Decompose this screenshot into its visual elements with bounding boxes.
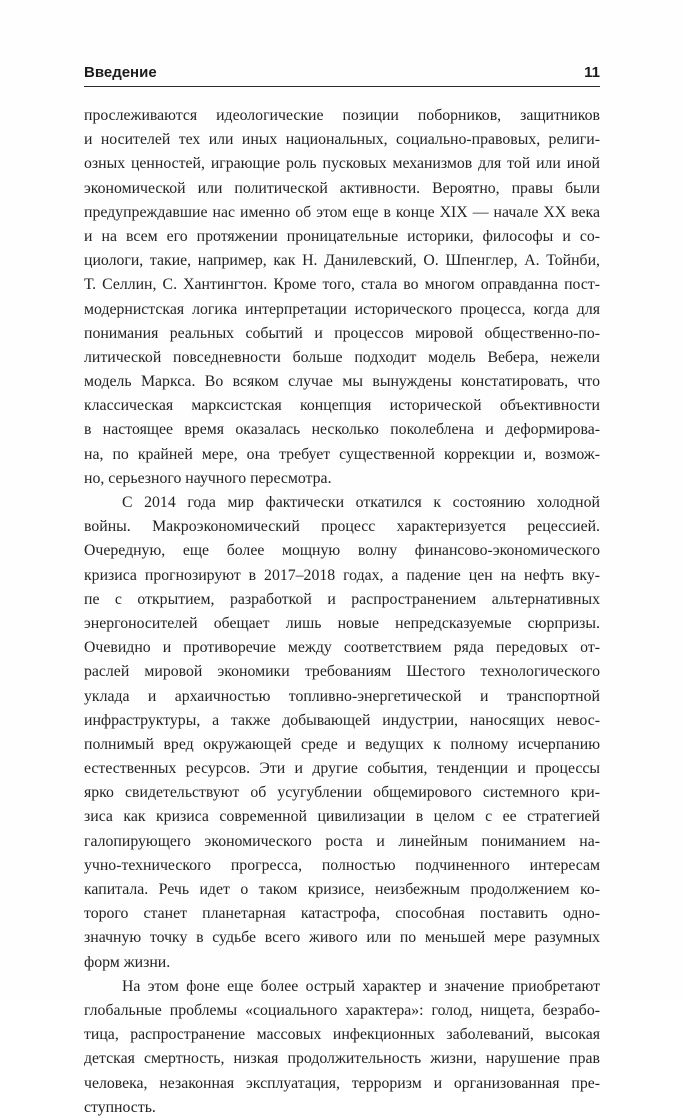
text-line: значную точку в судьбе всего живого или по меньшей мере разумных <box>84 929 600 947</box>
text-line: Очередную, еще более мощную волну финансово-экономического <box>84 542 600 560</box>
text-line: уклада и архаичностью топливно-энергетической и транспортной <box>84 687 600 705</box>
text-line: ступность. <box>84 1098 156 1116</box>
text-line: войны. Макроэкономический процесс характеризуется рецессией. <box>84 518 600 536</box>
text-line: литической повседневности больше подходит модель Вебера, нежели <box>84 348 600 366</box>
text-line: энергоносителей обещает лишь новые непредсказуемые сюрпризы. <box>84 614 600 632</box>
paragraph-first-line: С 2014 года мир фактически откатился к состоянию холодной <box>122 494 600 511</box>
text-line: кризиса прогнозируют в 2017–2018 годах, а падение цен на нефть вку- <box>84 566 600 584</box>
text-line: инфраструктуры, а также добывающей индустрии, наносящих невос- <box>84 711 600 729</box>
text-line: озных ценностей, играющие роль пусковых механизмов для той или иной <box>84 155 600 173</box>
text-line: детская смертность, низкая продолжительность жизни, нарушение прав <box>84 1050 600 1068</box>
text-line: полнимый вред окружающей среде и ведущих к полному исчерпанию <box>84 735 600 753</box>
text-line: Очевидно и противоречие между соответствием ряда передовых от- <box>84 639 600 657</box>
text-line: ярко свидетельствуют об усугублении общемирового системного кри- <box>84 784 600 802</box>
text-line: экономической или политической активности. Вероятно, правы были <box>84 179 600 197</box>
text-line: учно-технического прогресса, полностью подчиненного интересам <box>84 856 600 874</box>
body-text <box>84 104 600 1120</box>
text-line: но, серьезного научного пересмотра. <box>84 469 332 487</box>
page-number: 11 <box>584 64 600 81</box>
text-line: форм жизни. <box>84 953 171 971</box>
text-line: в настоящее время оказалась несколько поколеблена и деформирова- <box>84 421 600 439</box>
text-line: модель Маркса. Во всяком случае мы вынуждены констатировать, что <box>84 373 600 391</box>
text-line: классическая марксистская концепция исторической объективности <box>84 397 600 415</box>
running-header <box>84 64 600 86</box>
text-line: пе с открытием, разработкой и распространением альтернативных <box>84 590 600 608</box>
text-line: и носителей тех или иных национальных, социально-правовых, религи- <box>84 131 600 149</box>
text-line: тица, распространение массовых инфекционных заболеваний, высокая <box>84 1026 600 1044</box>
text-line: и на всем его протяжении проницательные историки, философы и со- <box>84 227 600 245</box>
text-line: циологи, такие, например, как Н. Данилевский, О. Шпенглер, А. Тойнби, <box>84 252 600 270</box>
header-rule <box>84 86 600 87</box>
text-line: прослеживаются идеологические позиции поборников, защитников <box>84 107 600 124</box>
text-line: человека, незаконная эксплуатация, терроризм и организованная пре- <box>84 1074 600 1092</box>
text-line: капитала. Речь идет о таком кризисе, неизбежным продолжением ко- <box>84 881 600 898</box>
text-line: торого станет планетарная катастрофа, способная поставить одно- <box>84 905 600 923</box>
text-line: модернистская логика интерпретации исторического процесса, когда для <box>84 300 600 318</box>
text-line: глобальные проблемы «социального характера»: голод, нищета, безрабо- <box>84 1001 600 1019</box>
text-line: зиса как кризиса современной цивилизации в целом с ее стратегией <box>84 808 600 826</box>
text-line: предупреждавшие нас именно об этом еще в конце XIX — начале XX века <box>84 203 600 221</box>
text-line: раслей мировой экономики требованиям Шестого технологического <box>84 663 600 681</box>
text-line: понимания реальных событий и процессов мировой общественно-по- <box>84 324 600 342</box>
text-line: Т. Селлин, С. Хантингтон. Кроме того, стала во многом оправданна пост- <box>84 276 600 294</box>
paragraph-first-line: На этом фоне еще более острый характер и значение приобретают <box>122 977 600 995</box>
text-line: галопирующего экономического роста и линейным пониманием на- <box>84 832 600 850</box>
section-title: Введение <box>84 64 157 81</box>
text-line: естественных ресурсов. Эти и другие события, тенденции и процессы <box>84 760 600 778</box>
text-line: на, по крайней мере, она требует существенной коррекции и, возмож- <box>84 445 600 463</box>
